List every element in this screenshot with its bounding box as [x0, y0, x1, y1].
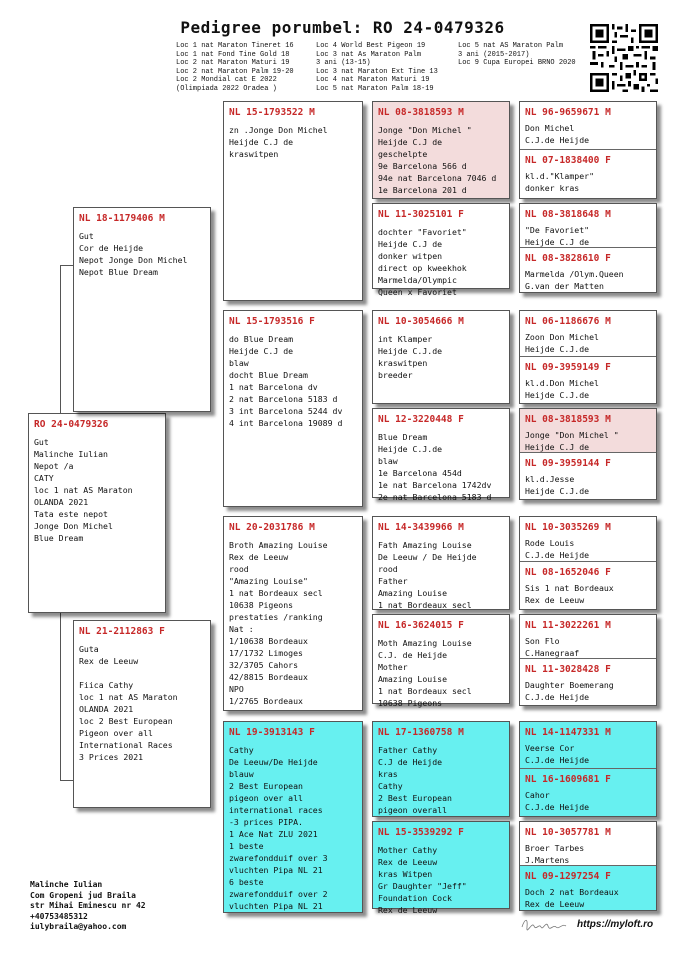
- pigeon-info: "De Favoriet" Heijde C.J de: [525, 225, 590, 247]
- owner-name: Malinche Iulian: [30, 880, 103, 889]
- ancestor-cock[interactable]: [520, 722, 656, 768]
- pigeon-info: Marmelda /Olym.Queen G.van der Matten: [525, 269, 624, 291]
- title-line: Loc 5 nat AS Maraton Palm: [458, 42, 564, 50]
- pigeon-info: Jonge "Don Michel " Heijde C.J de: [525, 430, 619, 452]
- owner-contact: [30, 880, 146, 933]
- ring-number: NL 21-2112863 F: [79, 626, 165, 637]
- ancestor-cock[interactable]: [520, 615, 656, 658]
- dam-card[interactable]: [73, 620, 211, 808]
- granddam-maternal-card[interactable]: [223, 721, 363, 913]
- pigeon-info: Rode Louis C.J.de Heijde: [525, 538, 590, 560]
- ring-number: NL 10-3054666 M: [378, 316, 464, 327]
- ring-number: NL 15-3539292 F: [378, 827, 464, 838]
- ancestor-hen[interactable]: [520, 452, 656, 497]
- pigeon-info: Broer Tarbes J.Martens: [525, 843, 585, 865]
- pigeon-info: kl.d."Klamper" donker kras: [525, 171, 595, 193]
- website-link[interactable]: https://myloft.ro: [577, 919, 654, 930]
- ring-number: NL 14-1147331 M: [525, 727, 611, 738]
- owner-email[interactable]: iulybraila@yahoo.com: [30, 922, 127, 931]
- title-line: Loc 2 Mondial cat E 2022: [176, 76, 277, 85]
- great-grandparent-card[interactable]: [372, 408, 510, 502]
- pigeon-info: Moth Amazing Louise C.J. de Heijde Mother Amazing Louise 1 nat Bordeaux secl 10638 Pigeons: [378, 638, 472, 708]
- ancestor-cock[interactable]: [520, 822, 656, 865]
- great-grandparent-card[interactable]: [372, 721, 510, 817]
- pigeon-info: Zoon Don Michel Heijde C.J.de: [525, 332, 599, 354]
- ancestor-cock[interactable]: [520, 102, 656, 149]
- great-grandparent-card[interactable]: [372, 203, 510, 297]
- page-title: Pedigree porumbel: RO 24-0479326: [180, 18, 505, 37]
- subject-pigeon-card[interactable]: [28, 413, 166, 613]
- ancestor-cock[interactable]: [520, 409, 656, 452]
- title-line: Loc 4 nat Maraton Maturi 19: [316, 76, 430, 85]
- ring-number: NL 96-9659671 M: [525, 107, 611, 118]
- ring-number: NL 18-1179406 M: [79, 213, 165, 224]
- signature-icon: [520, 915, 568, 933]
- pigeon-info: int Klamper Heijde C.J.de kraswitpen breeder: [378, 334, 443, 380]
- ring-number: NL 08-3818593 M: [525, 414, 611, 425]
- titles-column-3: [458, 42, 576, 68]
- ring-number: NL 19-3913143 F: [229, 727, 315, 738]
- title-line: Loc 1 nat Maraton Tineret 16: [176, 42, 294, 50]
- ancestor-hen[interactable]: [520, 247, 656, 292]
- ancestor-cock[interactable]: [520, 517, 656, 561]
- pigeon-info: Broth Amazing Louise Rex de Leeuw rood "Amazing Louise" 1 nat Bordeaux secl 10638 Pigeons prestaties /ranking Nat : 1/10638 Bordeaux 17/1732 Limoges 32/3705 Cahors 42/8815 Bordeaux NPO 1/2765 Bordeaux: [229, 540, 328, 706]
- qr-code-icon[interactable]: [590, 24, 658, 92]
- pigeon-info: Fath Amazing Louise De Leeuw / De Heijde rood Father Amazing Louise 1 nat Bordeaux secl: [378, 540, 477, 610]
- title-line: Loc 9 Cupa Europei BRNO 2020: [458, 59, 576, 68]
- owner-phone[interactable]: +40753485312: [30, 911, 88, 921]
- title-line: (Olimpiada 2022 Oradea ): [176, 84, 277, 93]
- ring-number: NL 08-3818593 M: [378, 107, 464, 118]
- pigeon-info: Father Cathy C.J de Heijde kras Cathy 2 Best European pigeon overall: [378, 745, 452, 815]
- title-line: Loc 1 nat Fond Tine Gold 18: [176, 50, 290, 59]
- grandsire-maternal-card[interactable]: [223, 516, 363, 711]
- ancestor-pair-card[interactable]: [519, 203, 657, 293]
- great-grandparent-card[interactable]: [372, 516, 510, 610]
- ancestor-hen[interactable]: [520, 149, 656, 194]
- ring-number: NL 07-1838400 F: [525, 155, 611, 166]
- pigeon-info: Blue Dream Heijde C.J.de blaw 1e Barcelona 454d 1e nat Barcelona 1742dv 2e nat Barcelona 5183 d: [378, 432, 492, 502]
- ancestor-pair-card[interactable]: [519, 821, 657, 911]
- pigeon-info: do Blue Dream Heijde C.J de blaw docht Blue Dream 1 nat Barcelona dv 2 nat Barcelona 5183 d 3 int Barcelona 5244 dv 4 int Barcelona 19089 d: [229, 334, 343, 428]
- grandsire-paternal-card[interactable]: [223, 101, 363, 301]
- title-line: Loc 3 nat Maraton Ext Tine 13: [316, 67, 438, 76]
- ring-number: NL 15-1793522 M: [229, 107, 315, 118]
- connector-line: [60, 265, 73, 266]
- ring-number: NL 11-3028428 F: [525, 664, 611, 675]
- owner-address: str Mihai Eminescu nr 42: [30, 901, 146, 910]
- great-grandparent-card[interactable]: [372, 310, 510, 404]
- ancestor-cock[interactable]: [520, 204, 656, 247]
- ancestor-hen[interactable]: [520, 561, 656, 606]
- ring-number: NL 15-1793516 F: [229, 316, 315, 327]
- pigeon-info: kl.d.Jesse Heijde C.J.de: [525, 474, 590, 496]
- pigeon-info: Doch 2 nat Bordeaux Rex de Leeuw: [525, 887, 619, 909]
- owner-address: Com Gropeni jud Braila: [30, 890, 136, 900]
- pigeon-info: Mother Cathy Rex de Leeuw kras Witpen Gr Daughter "Jeff" Foundation Cock Rex de Leeuw: [378, 845, 467, 915]
- great-grandparent-card[interactable]: [372, 101, 510, 199]
- pigeon-info: Cahor C.J.de Heijde: [525, 790, 590, 812]
- ring-number: NL 20-2031786 M: [229, 522, 315, 533]
- ring-number: RO 24-0479326: [34, 419, 109, 430]
- ring-number: NL 08-3818648 M: [525, 209, 611, 220]
- ancestor-pair-card[interactable]: [519, 101, 657, 199]
- ring-number: NL 10-3035269 M: [525, 522, 611, 533]
- great-grandparent-card[interactable]: [372, 614, 510, 708]
- title-line: Loc 3 nat As Maraton Palm: [316, 50, 422, 59]
- ring-number: NL 17-1360758 M: [378, 727, 464, 738]
- ring-number: NL 14-3439966 M: [378, 522, 464, 533]
- ancestor-hen[interactable]: [520, 768, 656, 813]
- ring-number: NL 10-3057781 M: [525, 827, 611, 838]
- titles-column-2: [316, 42, 438, 94]
- title-line: Loc 5 nat Maraton Palm 18-19: [316, 84, 434, 93]
- pigeon-info: Cathy De Leeuw/De Heijde blauw 2 Best European pigeon over all international races -3 prices PIPA. 1 Ace Nat ZLU 2021 1 beste zwarefondduif over 3 vluchten Pipa NL 21 6 beste zwarefondduif over 2 vluchten Pipa NL 21: [229, 745, 328, 911]
- ring-number: NL 08-1652046 F: [525, 567, 611, 578]
- pigeon-info: Jonge "Don Michel " Heijde C.J de geschelpte 9e Barcelona 566 d 94e nat Barcelona 7046 d 1e Barcelona 201 d: [378, 125, 497, 195]
- ring-number: NL 16-1609681 F: [525, 774, 611, 785]
- ring-number: NL 09-3959144 F: [525, 458, 611, 469]
- ring-number: NL 16-3624015 F: [378, 620, 464, 631]
- ancestor-pair-card[interactable]: [519, 408, 657, 500]
- ring-number: NL 09-1297254 F: [525, 871, 611, 882]
- pigeon-info: Guta Rex de Leeuw Fiica Cathy loc 1 nat AS Maraton OLANDA 2021 loc 2 Best European Pigeon over all International Races 3 Prices 2021: [79, 644, 178, 762]
- ancestor-pair-card[interactable]: [519, 721, 657, 817]
- title-line: 3 ani (13-15): [316, 59, 371, 68]
- pigeon-info: Sis 1 nat Bordeaux Rex de Leeuw: [525, 583, 614, 605]
- title-line: Loc 2 nat Maraton Palm 19-20: [176, 67, 294, 76]
- pigeon-info: Daughter Boemerang C.J.de Heijde: [525, 680, 614, 702]
- ring-number: NL 11-3025101 F: [378, 209, 464, 220]
- ancestor-pair-card[interactable]: [519, 516, 657, 610]
- ancestor-hen[interactable]: [520, 356, 656, 401]
- ancestor-pair-card[interactable]: [519, 614, 657, 706]
- pigeon-info: dochter "Favoriet" Heijde C.J de donker witpen direct op kweekhok Marmelda/Olympic Queen x Favoriet: [378, 227, 467, 297]
- ancestor-hen[interactable]: [520, 865, 656, 910]
- connector-line: [60, 780, 73, 781]
- pigeon-info: Son Flo C.Hanegraaf: [525, 636, 580, 658]
- granddam-paternal-card[interactable]: [223, 310, 363, 507]
- pigeon-info: Gut Cor de Heijde Nepot Jonge Don Michel Nepot Blue Dream: [79, 231, 188, 277]
- great-grandparent-card[interactable]: [372, 821, 510, 915]
- sire-card[interactable]: [73, 207, 211, 412]
- pigeon-info: zn .Jonge Don Michel Heijde C.J de kraswitpen: [229, 125, 328, 159]
- ring-number: NL 11-3022261 M: [525, 620, 611, 631]
- title-line: Loc 4 World Best Pigeon 19: [316, 42, 426, 50]
- pigeon-info: Don Michel C.J.de Heijde: [525, 123, 590, 145]
- ring-number: NL 06-1186676 M: [525, 316, 611, 327]
- title-line: 3 ani (2015-2017): [458, 50, 530, 59]
- pigeon-info: Gut Malinche Iulian Nepot /a CATY loc 1 nat AS Maraton OLANDA 2021 Tata este nepot Jonge Don Michel Blue Dream: [34, 437, 133, 543]
- pigeon-info: Veerse Cor C.J.de Heijde: [525, 743, 590, 765]
- ring-number: NL 12-3220448 F: [378, 414, 464, 425]
- pigeon-info: kl.d.Don Michel Heijde C.J.de: [525, 378, 599, 400]
- ancestor-hen[interactable]: [520, 658, 656, 703]
- ring-number: NL 08-3828610 F: [525, 253, 611, 264]
- titles-column-1: [176, 42, 294, 94]
- ancestor-cock[interactable]: [520, 311, 656, 356]
- ring-number: NL 09-3959149 F: [525, 362, 611, 373]
- ancestor-pair-card[interactable]: [519, 310, 657, 404]
- title-line: Loc 2 nat Maraton Maturi 19: [176, 59, 290, 68]
